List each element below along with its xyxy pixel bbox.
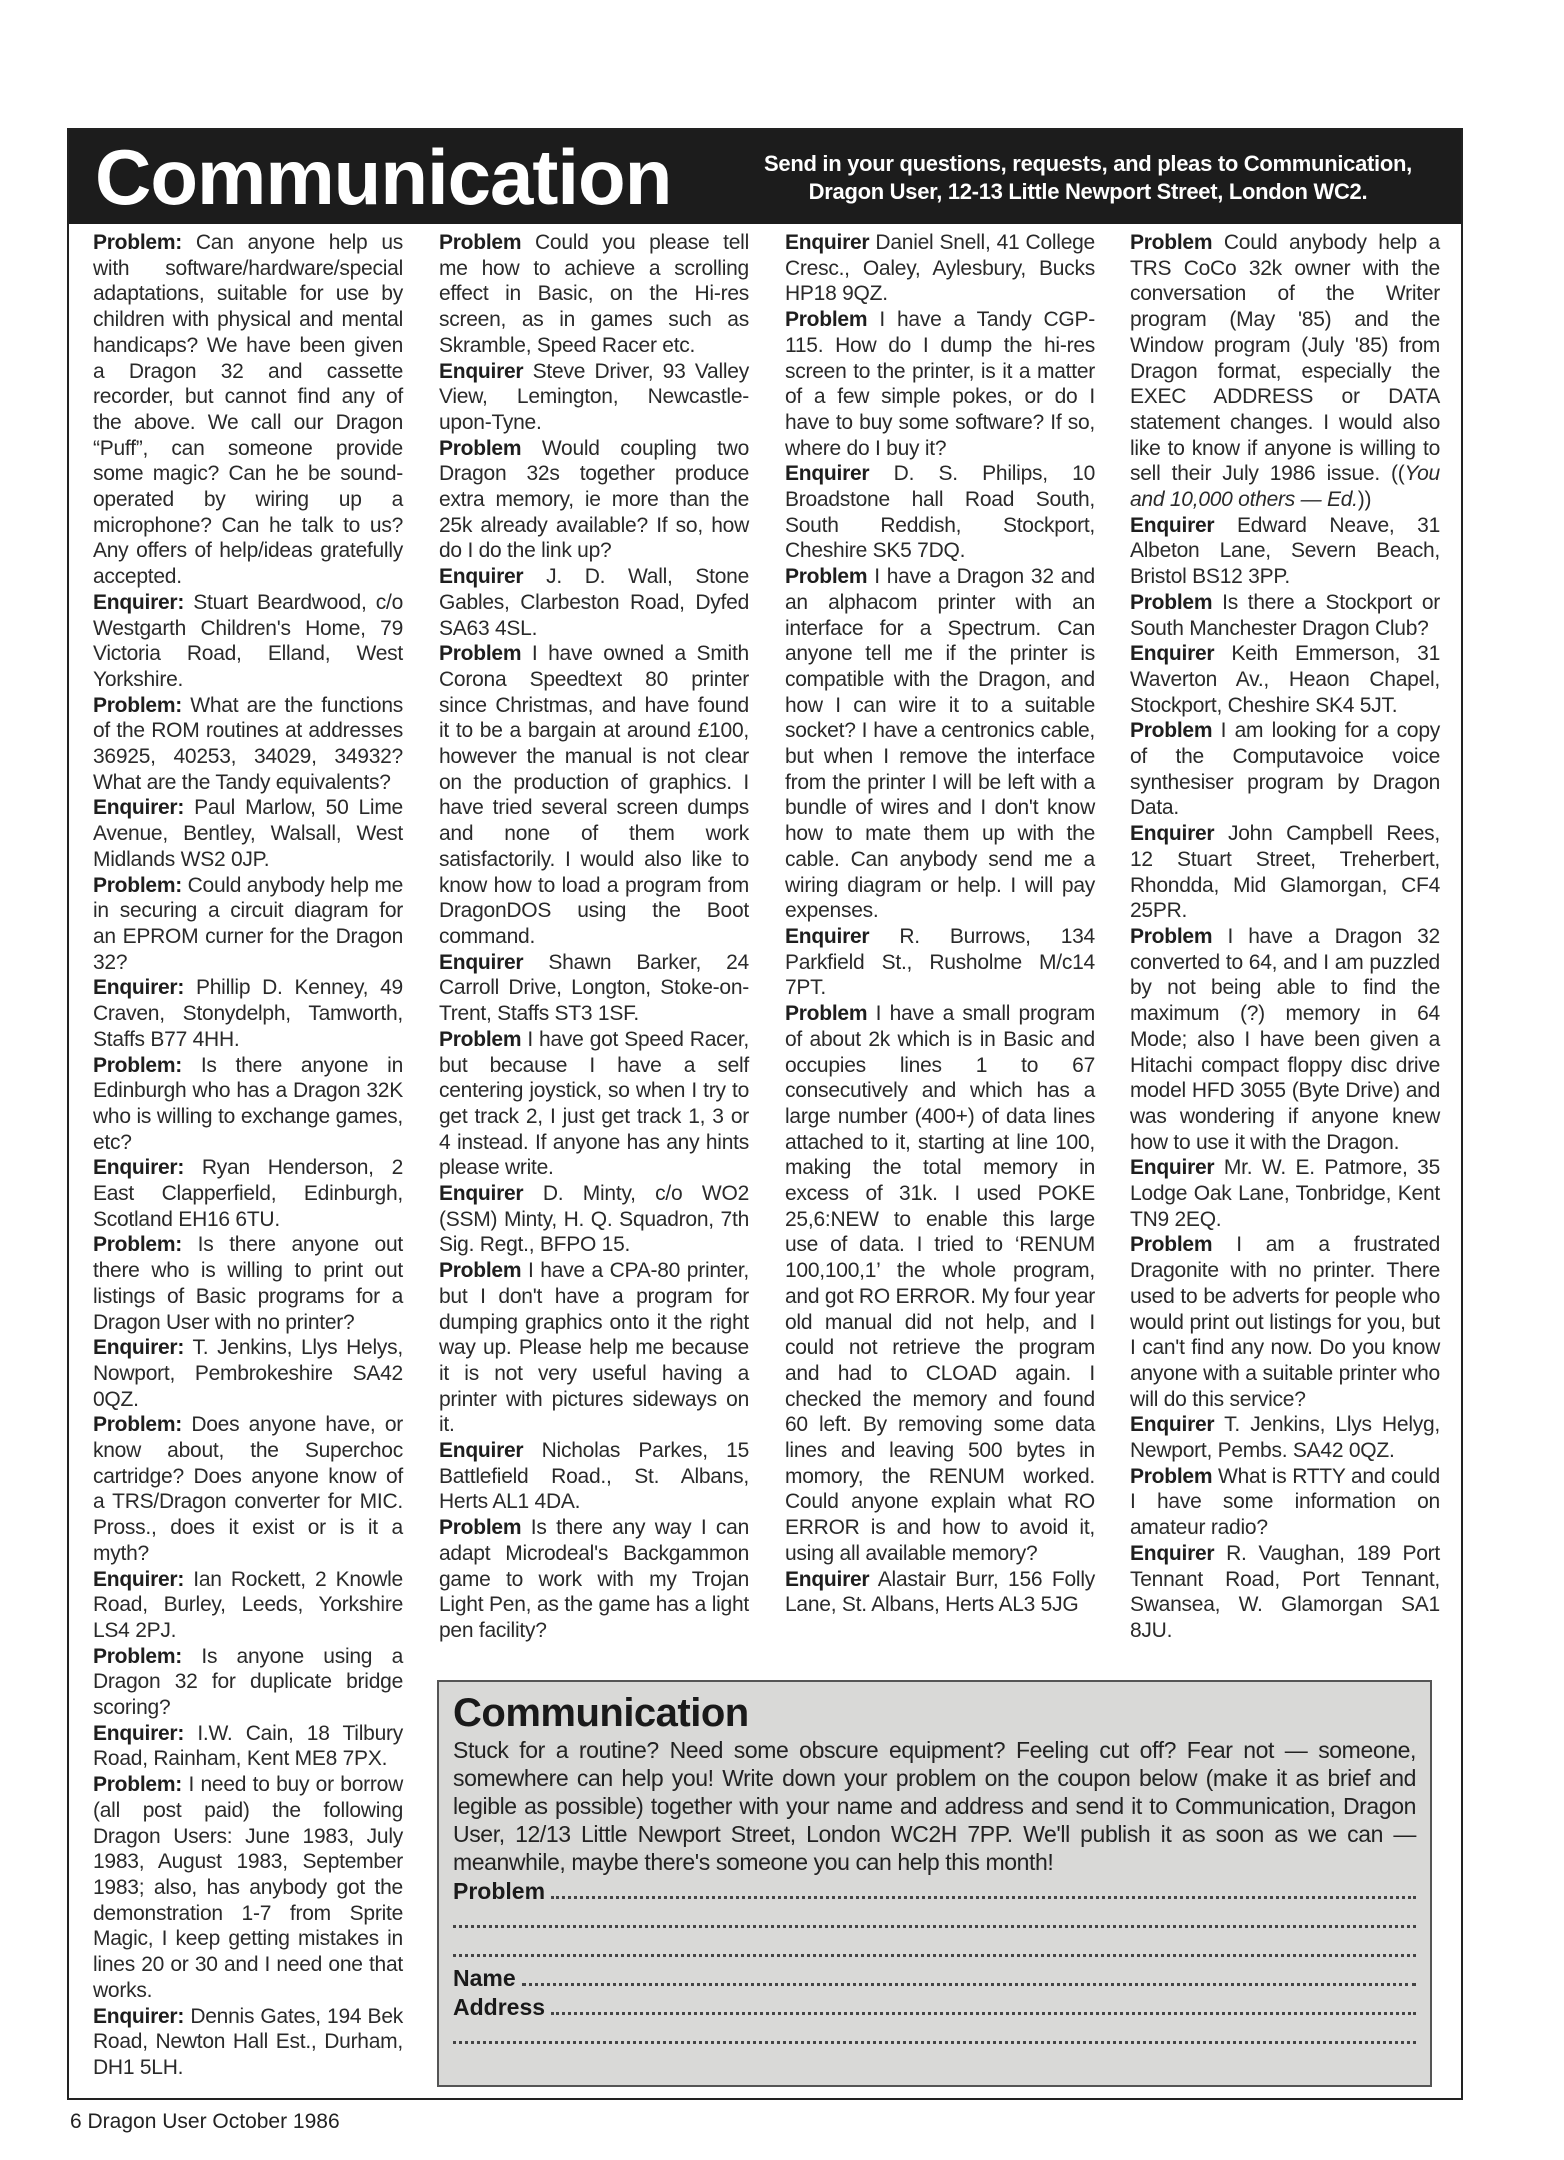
entry-text: Does anyone have, or know about, the Superchoc cartridge? Does anyone know of a TRS/Dragon converter for MIC. Pross., does it exist or is it a myth? xyxy=(93,1413,403,1565)
problem-entry xyxy=(439,230,749,359)
entry-text: Is there any way I can adapt Microdeal's Backgammon game to work with my Trojan Light Pen, as the game has a light pen facility? xyxy=(439,1516,749,1642)
enquirer-entry xyxy=(439,950,749,1027)
problem-entry xyxy=(93,873,403,976)
entry-text: I have a Tandy CGP-115. How do I dump the hi-res screen to the printer, is it a matter of a few simple pokes, or do I have to buy some software? If so, where do I buy it? xyxy=(785,308,1095,460)
entry-label: Enquirer xyxy=(1130,513,1215,537)
coupon-instructions: Stuck for a routine? Need some obscure equipment? Feeling cut off? Fear not — someone, somewhere can help you! Write down your problem on the coupon below (make it as brief and legible as possible) together with your name and address and send it to Communication, Dragon User, 12/13 Little Newport Street, London WC2H 7PP. We'll publish it as soon as we can — meanwhile, maybe there's someone you can help this month! xyxy=(453,1737,1416,1875)
entry-label: Enquirer: xyxy=(93,2004,185,2028)
problem-entry xyxy=(1130,1232,1440,1412)
entry-label: Problem xyxy=(1130,924,1213,948)
entry-text: Is there anyone in Edinburgh who has a Dragon 32K who is willing to exchange games, etc? xyxy=(93,1053,403,1154)
enquirer-entry xyxy=(1130,641,1440,718)
enquirer-entry xyxy=(93,1567,403,1644)
dotted-line xyxy=(453,2041,1416,2044)
entry-label: Problem: xyxy=(93,231,183,254)
entry-label: Enquirer xyxy=(439,359,524,383)
page-title: Communication xyxy=(95,133,672,221)
coupon-box xyxy=(437,1680,1432,2087)
enquirer-entry xyxy=(93,590,403,693)
entry-text: Can anyone help us with software/hardware/special adaptations, suitable for use by children with physical and mental handicaps? We have been given a Dragon 32 and cassette recorder, but cannot find any of the above. We call our Dragon “Puff”, can someone provide some magic? Can he be sound-operated by wiring up a microphone? Can he talk to us? Any offers of help/ideas gratefully accepted. xyxy=(93,231,403,589)
entry-text: Could anybody help a TRS CoCo 32k owner with the conversation of the Writer program (May '85) and the Window program (July '85) from Dragon format, especially the EXEC ADDRESS or DATA statement changes. I would also like to know if anyone is willing to sell their July 1986 issue. (( xyxy=(1130,231,1440,486)
entry-text: Mr. W. E. Patmore, 35 Lodge Oak Lane, Tonbridge, Kent TN9 2EQ. xyxy=(1130,1156,1440,1231)
entry-label: Enquirer xyxy=(1130,1413,1215,1437)
entry-text: I have a Dragon 32 converted to 64, and I am puzzled by not being able to find the maximum (?) memory in 64 Mode; also I have been given a Hitachi compact floppy disc drive model HFD 3055 (Byte Drive) and was wondering if anyone knew how to use it with the Dragon. xyxy=(1130,924,1440,1154)
problem-entry xyxy=(439,1258,749,1438)
entry-text: I am a frustrated Dragonite with no printer. There used to be adverts for people who would print out listings for you, but I can't find any now. Do you know anyone with a suitable printer who will do this service? xyxy=(1130,1233,1440,1411)
masthead xyxy=(69,130,1461,224)
entry-text: Is there a Stockport or South Manchester Dragon Club? xyxy=(1130,590,1440,640)
entry-label: Enquirer: xyxy=(93,1721,185,1745)
entry-text: I am looking for a copy of the Computavoice voice synthesiser program by Dragon Data. xyxy=(1130,719,1440,820)
enquirer-entry xyxy=(1130,513,1440,590)
column-2 xyxy=(439,230,749,1644)
entry-label: Enquirer: xyxy=(93,1156,185,1180)
problem-field-label: Problem xyxy=(453,1878,546,1904)
enquirer-entry xyxy=(93,2004,403,2081)
entry-text: R. Vaughan, 189 Port Tennant Road, Port Tennant, Swansea, W. Glamorgan SA1 8JU. xyxy=(1130,1541,1440,1642)
entry-label: Problem xyxy=(785,565,868,589)
entry-text: Is anyone using a Dragon 32 for duplicate bridge scoring? xyxy=(93,1644,403,1720)
enquirer-entry xyxy=(1130,1155,1440,1232)
enquirer-entry xyxy=(1130,1412,1440,1463)
entry-label: Enquirer xyxy=(439,1439,524,1463)
entry-text: Paul Marlow, 50 Lime Avenue, Bentley, Walsall, West Midlands WS2 0JP. xyxy=(93,796,403,871)
entry-label: Enquirer xyxy=(439,950,524,974)
entry-text: Is there anyone out there who is willing to print out listings of Basic programs for a Dragon User with no printer? xyxy=(93,1233,403,1334)
enquirer-entry xyxy=(93,795,403,872)
communication-page xyxy=(67,128,1463,2100)
entry-label: Problem xyxy=(785,1002,868,1026)
entry-label: Problem xyxy=(1130,1233,1213,1257)
entry-text: Ian Rockett, 2 Knowle Road, Burley, Leeds, Yorkshire LS4 2PJ. xyxy=(93,1567,403,1642)
problem-entry xyxy=(785,1001,1095,1566)
column-3 xyxy=(785,230,1095,1618)
entry-label: Problem xyxy=(439,231,522,254)
entry-text: Could you please tell me how to achieve a scrolling effect in Basic, on the Hi-res screen, as in games such as Skramble, Speed Racer etc. xyxy=(439,231,749,357)
coupon-address-field-line-2[interactable] xyxy=(453,2021,1416,2050)
entry-text: Dennis Gates, 194 Bek Road, Newton Hall Est., Durham, DH1 5LH. xyxy=(93,2004,403,2079)
coupon-title: Communication xyxy=(453,1691,749,1735)
entry-label: Problem: xyxy=(93,873,183,897)
enquirer-entry xyxy=(93,1155,403,1232)
problem-entry xyxy=(439,436,749,565)
entry-text: D. Minty, c/o WO2 (SSM) Minty, H. Q. Squadron, 7th Sig. Regt., BFPO 15. xyxy=(439,1182,749,1257)
entry-label: Problem: xyxy=(93,1413,183,1437)
entry-label: Problem xyxy=(1130,719,1213,743)
entry-text: What are the functions of the ROM routines at addresses 36925, 40253, 34029, 34932? What are the Tandy equivalents? xyxy=(93,693,403,794)
entry-text: Shawn Barker, 24 Carroll Drive, Longton, Stoke-on-Trent, Staffs ST3 1SF. xyxy=(439,950,749,1026)
entry-label: Problem xyxy=(439,1027,522,1051)
entry-label: Enquirer: xyxy=(93,976,185,1000)
entry-text: T. Jenkins, Llys Helys, Nowport, Pembrokeshire SA42 0QZ. xyxy=(93,1336,403,1411)
entry-text: What is RTTY and could I have some information on amateur radio? xyxy=(1130,1464,1440,1540)
entry-label: Problem xyxy=(439,436,522,460)
problem-entry xyxy=(1130,230,1440,513)
dotted-line xyxy=(453,1925,1416,1928)
enquirer-entry xyxy=(93,975,403,1052)
entry-label: Enquirer xyxy=(439,565,524,589)
dotted-line xyxy=(551,1896,1416,1899)
entry-text: Daniel Snell, 41 College Cresc., Oaley, Aylesbury, Bucks HP18 9QZ. xyxy=(785,231,1095,306)
entry-label: Problem: xyxy=(93,1773,183,1797)
column-4 xyxy=(1130,230,1440,1644)
entry-text: T. Jenkins, Llys Helyg, Newport, Pembs. SA42 0QZ. xyxy=(1130,1413,1440,1463)
enquirer-entry xyxy=(785,461,1095,564)
enquirer-entry xyxy=(785,1567,1095,1618)
entry-text: Would coupling two Dragon 32s together produce extra memory, ie more than the 25k already available? If so, how do I do the link up? xyxy=(439,436,749,563)
entry-text: John Campbell Rees, 12 Stuart Street, Treherbert, Rhondda, Mid Glamorgan, CF4 25PR. xyxy=(1130,822,1440,923)
problem-entry xyxy=(439,641,749,949)
enquirer-entry xyxy=(439,1438,749,1515)
enquirer-entry xyxy=(1130,821,1440,924)
entry-label: Enquirer xyxy=(785,1567,870,1591)
entry-text: Alastair Burr, 156 Folly Lane, St. Albans, Herts AL3 5JG xyxy=(785,1567,1095,1617)
problem-entry xyxy=(93,230,403,590)
entry-text: Steve Driver, 93 Valley View, Lemington, Newcastle-upon-Tyne. xyxy=(439,359,749,434)
entry-text: J. D. Wall, Stone Gables, Clarbeston Road, Dyfed SA63 4SL. xyxy=(439,565,749,640)
problem-entry xyxy=(93,1412,403,1566)
entry-label: Enquirer xyxy=(785,462,870,486)
entry-text: Ryan Henderson, 2 East Clapperfield, Edinburgh, Scotland EH16 6TU. xyxy=(93,1156,403,1231)
coupon-name-field[interactable] xyxy=(453,1963,1416,1992)
entry-text: I have got Speed Racer, but because I have a self centering joystick, so when I try to get track 2, I just get track 1, 3 or 4 instead. If anyone has any hints please write. xyxy=(439,1027,749,1180)
problem-entry xyxy=(785,564,1095,924)
dotted-line xyxy=(551,2012,1416,2015)
entry-text: Keith Emmerson, 31 Waverton Av., Heaon Chapel, Stockport, Cheshire SK4 5JT. xyxy=(1130,642,1440,717)
problem-entry xyxy=(1130,1464,1440,1541)
entry-text: Phillip D. Kenney, 49 Craven, Stonydelph, Tamworth, Staffs B77 4HH. xyxy=(93,976,403,1051)
enquirer-entry xyxy=(93,1335,403,1412)
problem-entry xyxy=(1130,590,1440,641)
entry-text: D. S. Philips, 10 Broadstone hall Road South, South Reddish, Stockport, Cheshire SK5 7DQ. xyxy=(785,462,1095,563)
name-field-label: Name xyxy=(453,1965,516,1991)
entry-label: Problem: xyxy=(93,693,183,717)
entry-text: I have owned a Smith Corona Speedtext 80 printer since Christmas, and have found it to be a bargain at around £100, however the manual is not clear on the production of graphics. I have tried several screen dumps and none of them work satisfactorily. I would also like to know how to load a program from DragonDOS using the Boot command. xyxy=(439,642,749,948)
coupon-problem-field-line-3[interactable] xyxy=(453,1934,1416,1963)
entry-label: Problem: xyxy=(93,1644,183,1668)
entry-text: I have a small program of about 2k which is in Basic and occupies lines 1 to 67 consecutively and which has a large number (400+) of data lines attached to it, starting at line 100, making the total memory in excess of 31k. I used POKE 25,6:NEW to enable this large use of data. I tried to ‘RENUM 100,100,1’ the whole program, and got RO ERROR. My four year old manual did not help, and I could not retrieve the program and had to CLOAD again. I checked the memory and found 60 left. By removing some data lines and leaving 500 bytes in momory, the RENUM worked. Could anyone explain what RO ERROR is and how to avoid it, using all available memory? xyxy=(785,1002,1095,1565)
entry-text: I.W. Cain, 18 Tilbury Road, Rainham, Kent ME8 7PX. xyxy=(93,1721,403,1771)
entry-label: Enquirer: xyxy=(93,796,185,820)
entry-label: Problem xyxy=(1130,590,1213,614)
subtitle-line-1: Send in your questions, requests, and pleas to Communication, xyxy=(764,151,1412,176)
editor-note: You and 10,000 others — Ed. xyxy=(1130,462,1440,512)
problem-entry xyxy=(93,1053,403,1156)
coupon-problem-field-line-2[interactable] xyxy=(453,1905,1416,1934)
enquirer-entry xyxy=(785,230,1095,307)
address-field-label: Address xyxy=(453,1994,546,2020)
problem-entry xyxy=(93,1232,403,1335)
entry-label: Enquirer xyxy=(439,1182,524,1206)
coupon-address-field[interactable] xyxy=(453,1992,1416,2021)
dotted-line xyxy=(522,1983,1416,1986)
enquirer-entry xyxy=(439,1181,749,1258)
entry-label: Problem xyxy=(1130,1464,1213,1488)
entry-label: Enquirer: xyxy=(93,590,185,614)
entry-text: Edward Neave, 31 Albeton Lane, Severn Beach, Bristol BS12 3PP. xyxy=(1130,513,1440,589)
entry-label: Enquirer xyxy=(785,924,870,948)
subtitle-line-2: Dragon User, 12-13 Little Newport Street, London WC2. xyxy=(808,179,1368,204)
entry-label: Problem xyxy=(439,1516,522,1540)
problem-entry xyxy=(439,1515,749,1644)
entry-label: Problem: xyxy=(93,1053,183,1077)
entry-label: Enquirer: xyxy=(93,1567,185,1591)
column-1 xyxy=(93,230,403,2081)
coupon-problem-field[interactable] xyxy=(453,1876,1416,1905)
entry-text-end: )) xyxy=(1357,488,1372,512)
entry-label: Problem xyxy=(439,642,522,666)
problem-entry xyxy=(439,1027,749,1181)
entry-label: Enquirer xyxy=(1130,1156,1215,1180)
enquirer-entry xyxy=(93,1721,403,1772)
dotted-line xyxy=(453,1954,1416,1957)
problem-entry xyxy=(93,693,403,796)
entry-label: Problem xyxy=(785,308,868,332)
enquirer-entry xyxy=(1130,1541,1440,1644)
submission-address xyxy=(729,150,1447,206)
entry-label: Enquirer xyxy=(1130,1541,1215,1565)
entry-label: Enquirer xyxy=(1130,642,1215,666)
entry-label: Problem: xyxy=(93,1233,183,1257)
entry-text: Nicholas Parkes, 15 Battlefield Road., St. Albans, Herts AL1 4DA. xyxy=(439,1439,749,1514)
page-footer: 6 Dragon User October 1986 xyxy=(70,2110,340,2133)
enquirer-entry xyxy=(785,924,1095,1001)
problem-entry xyxy=(1130,924,1440,1155)
entry-text: Stuart Beardwood, c/o Westgarth Children's Home, 79 Victoria Road, Elland, West Yorkshire. xyxy=(93,590,403,691)
entry-text: Could anybody help me in securing a circuit diagram for an EPROM curner for the Dragon 32? xyxy=(93,873,403,974)
entry-label: Problem xyxy=(439,1259,522,1283)
entry-label: Enquirer xyxy=(785,231,870,254)
entry-text: I have a Dragon 32 and an alphacom printer with an interface for a Spectrum. Can anyone tell me if the printer is compatible with the Dragon, and how I can wire it to a suitable socket? I have a centronics cable, but when I remove the interface from the printer I will be left with a bundle of wires and I don't know how to mate them up with the cable. Can anybody send me a wiring diagram or help. I will pay expenses. xyxy=(785,565,1095,923)
enquirer-entry xyxy=(439,359,749,436)
problem-entry xyxy=(1130,718,1440,821)
entry-text: R. Burrows, 134 Parkfield St., Rusholme M/c14 7PT. xyxy=(785,924,1095,1000)
entry-label: Problem xyxy=(1130,231,1213,254)
entry-label: Enquirer xyxy=(1130,822,1215,846)
entry-text: I have a CPA-80 printer, but I don't have a program for dumping graphics onto it the right way up. Please help me because it is not very useful having a printer with pictures sideways on it. xyxy=(439,1259,749,1437)
problem-entry xyxy=(93,1644,403,1721)
enquirer-entry xyxy=(439,564,749,641)
problem-entry xyxy=(785,307,1095,461)
problem-entry xyxy=(93,1772,403,2003)
entry-label: Enquirer: xyxy=(93,1336,185,1360)
entry-text: I need to buy or borrow (all post paid) the following Dragon Users: June 1983, July 1983, August 1983, September 1983; also, has anybody got the demonstration 1-7 from Sprite Magic, I keep getting mistakes in lines 20 or 30 and I need one that works. xyxy=(93,1773,403,2002)
